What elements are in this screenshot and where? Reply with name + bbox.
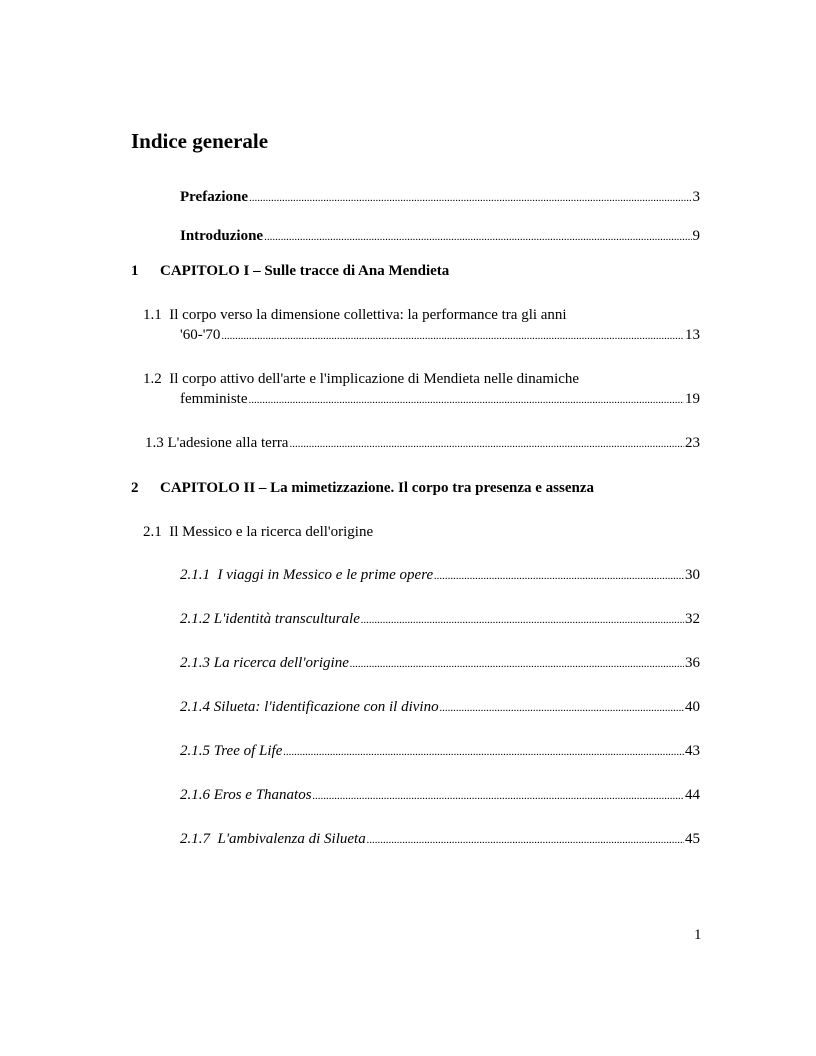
chapter-label: CAPITOLO I – Sulle tracce di Ana Mendieta <box>160 263 450 279</box>
dot-leader <box>289 435 684 453</box>
toc-entry-page: 23 <box>685 435 700 451</box>
toc-entry-page: 45 <box>685 831 700 847</box>
toc-entry-page: 13 <box>685 327 700 343</box>
subsection-number: 2.1.1 <box>180 567 210 583</box>
page-number: 1 <box>694 927 702 943</box>
toc-entry-page: 40 <box>685 699 700 715</box>
toc-chapter-2[interactable] <box>131 479 594 497</box>
toc-subsection-2-1-6[interactable] <box>180 786 700 805</box>
toc-entry-page: 44 <box>685 787 700 803</box>
toc-entry-prefazione[interactable] <box>180 188 700 207</box>
subsection-number: 2.1.2 <box>180 611 210 627</box>
dot-leader <box>434 567 684 585</box>
toc-section-1-2-continuation[interactable] <box>180 390 700 409</box>
chapter-label: CAPITOLO II – La mimetizzazione. Il corpo tra presenza e assenza <box>160 480 594 496</box>
toc-entry-page: 32 <box>685 611 700 627</box>
chapter-number: 2 <box>131 480 139 496</box>
subsection-label: La ricerca dell'origine <box>213 655 349 671</box>
subsection-number: 2.1.4 <box>180 699 210 715</box>
subsection-label: L'ambivalenza di Silueta <box>217 831 366 847</box>
section-label: L'adesione alla terra <box>167 435 289 451</box>
toc-entry-label: Introduzione <box>180 228 264 244</box>
toc-entry-page: 9 <box>692 228 700 244</box>
section-number: 1.3 <box>145 435 164 451</box>
chapter-number: 1 <box>131 263 139 279</box>
section-label-line1: Il corpo verso la dimensione collettiva: la performance tra gli anni <box>169 307 567 323</box>
dot-leader <box>249 391 685 409</box>
toc-entry-label: Prefazione <box>180 189 249 205</box>
dot-leader <box>440 699 684 717</box>
subsection-number: 2.1.5 <box>180 743 210 759</box>
toc-entry-page: 36 <box>685 655 700 671</box>
subsection-number: 2.1.3 <box>180 655 210 671</box>
subsection-number: 2.1.6 <box>180 787 210 803</box>
toc-section-1-1[interactable] <box>143 306 567 324</box>
toc-subsection-2-1-2[interactable] <box>180 610 700 629</box>
dot-leader <box>367 831 684 849</box>
subsection-label: L'identità transculturale <box>213 611 360 627</box>
toc-subsection-2-1-7[interactable] <box>180 830 700 849</box>
section-label-line2: femministe <box>180 391 248 407</box>
subsection-label: Silueta: l'identificazione con il divino <box>213 699 439 715</box>
subsection-label: Tree of Life <box>213 743 283 759</box>
toc-chapter-1[interactable] <box>131 262 449 280</box>
dot-leader <box>313 787 684 805</box>
toc-subsection-2-1-5[interactable] <box>180 742 700 761</box>
toc-entry-page: 43 <box>685 743 700 759</box>
subsection-number: 2.1.7 <box>180 831 210 847</box>
subsection-label: Eros e Thanatos <box>213 787 312 803</box>
dot-leader <box>283 743 684 761</box>
section-label-line1: Il corpo attivo dell'arte e l'implicazione di Mendieta nelle dinamiche <box>169 371 580 387</box>
toc-entry-introduzione[interactable] <box>180 227 700 246</box>
toc-subsection-2-1-3[interactable] <box>180 654 700 673</box>
section-number: 1.1 <box>143 307 162 323</box>
toc-section-2-1[interactable] <box>143 523 373 541</box>
toc-entry-page: 3 <box>692 189 700 205</box>
toc-section-1-3[interactable] <box>145 434 700 453</box>
page-title: Indice generale <box>131 129 269 153</box>
section-number: 1.2 <box>143 371 162 387</box>
dot-leader <box>264 228 691 246</box>
section-number: 2.1 <box>143 524 162 540</box>
toc-entry-page: 19 <box>685 391 700 407</box>
section-label-line2: '60-'70 <box>180 327 221 343</box>
toc-subsection-2-1-1[interactable] <box>180 566 700 585</box>
section-label: Il Messico e la ricerca dell'origine <box>169 524 374 540</box>
toc-entry-page: 30 <box>685 567 700 583</box>
toc-subsection-2-1-4[interactable] <box>180 698 700 717</box>
toc-section-1-1-continuation[interactable] <box>180 326 700 345</box>
dot-leader <box>249 189 691 207</box>
subsection-label: I viaggi in Messico e le prime opere <box>217 567 434 583</box>
toc-section-1-2[interactable] <box>143 370 579 388</box>
dot-leader <box>221 327 684 345</box>
dot-leader <box>350 655 684 673</box>
dot-leader <box>361 611 684 629</box>
